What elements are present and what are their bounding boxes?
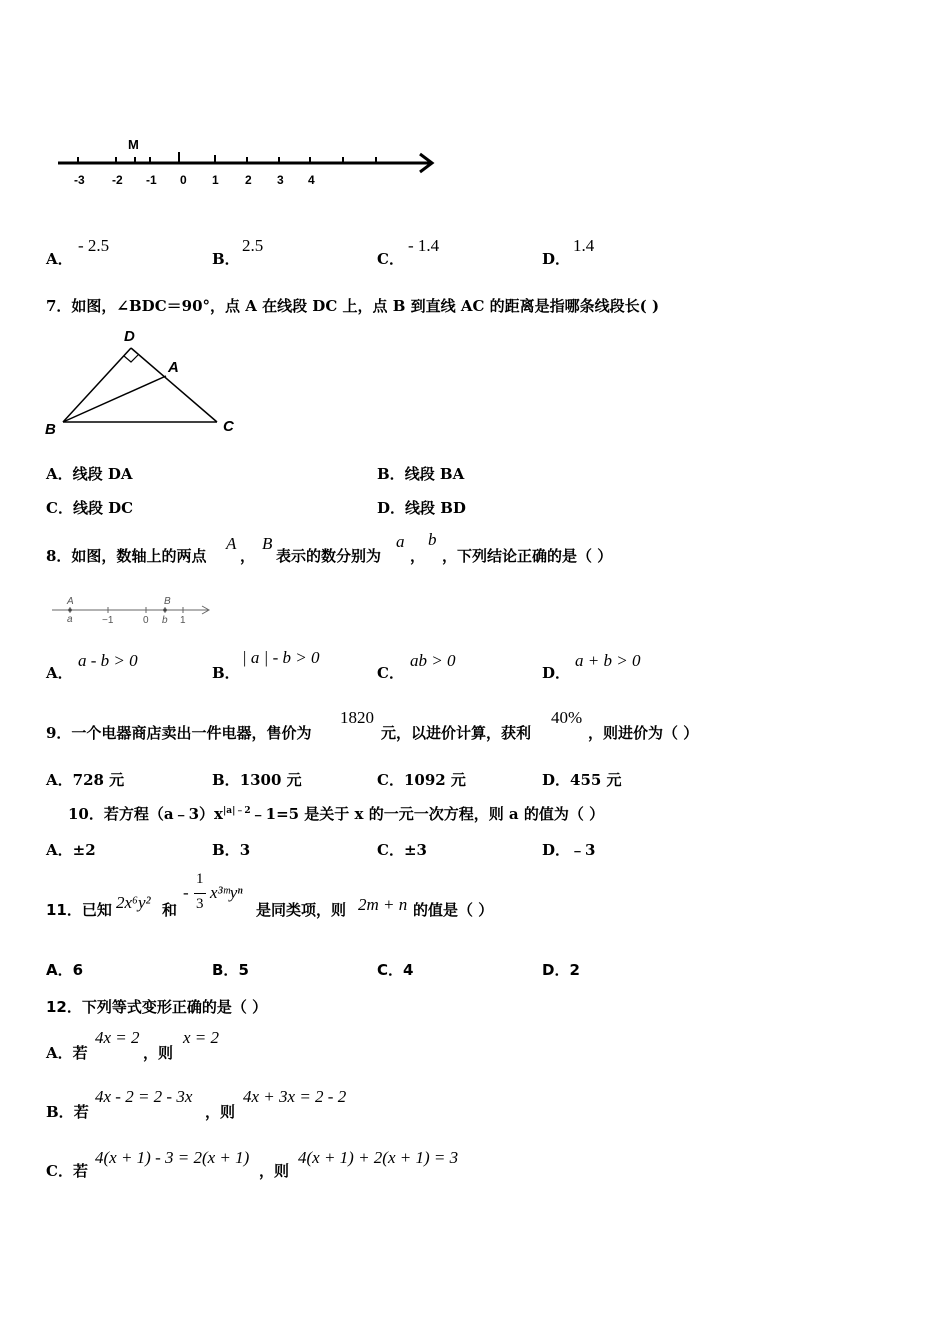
tick-label: 1 xyxy=(212,173,219,187)
q6-option-d[interactable]: D． xyxy=(542,250,571,268)
tick-label: 3 xyxy=(277,173,284,187)
tick-label: -3 xyxy=(74,173,85,187)
q6-number-line xyxy=(50,130,440,200)
q9-stem-part1: 9．一个电器商店卖出一件电器，售价为 xyxy=(46,724,312,742)
q8-number-line xyxy=(48,590,218,630)
q6-option-a-value: - 2.5 xyxy=(78,236,110,255)
q7-option-a[interactable]: A．线段 DA xyxy=(46,465,133,483)
q12-option-c[interactable]: C．若 xyxy=(46,1162,88,1180)
vertex-c-label: C xyxy=(223,418,234,435)
q6-option-b[interactable]: B． xyxy=(212,250,240,268)
tick-label: 0 xyxy=(180,173,187,187)
q8-option-d[interactable]: D． xyxy=(542,664,571,682)
q11-fraction-bar xyxy=(194,893,206,894)
q9-stem-part3: ，则进价为（ ） xyxy=(588,724,699,742)
tick-label: -1 xyxy=(146,173,157,187)
q10-option-d[interactable]: D．﹣3 xyxy=(542,841,596,859)
nl-label-A: A xyxy=(67,596,74,607)
q8-sep1: ， xyxy=(240,547,256,565)
q9-option-b[interactable]: B．1300 元 xyxy=(212,771,302,789)
q12-option-a-then: ，则 xyxy=(143,1044,174,1062)
q9-profit: 40% xyxy=(551,708,583,727)
q12-option-b[interactable]: B．若 xyxy=(46,1103,89,1121)
tick-label: 4 xyxy=(308,173,315,187)
nl-tick-label: 0 xyxy=(143,615,149,626)
q11-stem-part3: 是同类项，则 xyxy=(256,901,347,919)
q7-option-d[interactable]: D．线段 BD xyxy=(377,499,466,517)
q11-stem-part4: 的值是（ ） xyxy=(413,901,494,919)
q9-stem-part2: 元，以进价计算，获利 xyxy=(381,724,532,742)
q12-option-b-then: ，则 xyxy=(205,1103,236,1121)
q11-stem-part1: 11．已知 xyxy=(46,901,112,919)
q7-triangle-figure xyxy=(40,325,250,440)
vertex-d-label: D xyxy=(124,328,135,345)
q8-option-a-value: a - b > 0 xyxy=(78,651,138,670)
q8-point-b: B xyxy=(262,534,273,553)
q6-option-c-value: - 1.4 xyxy=(408,236,440,255)
point-m-label: M xyxy=(128,137,139,152)
q10-exponent: |a|﹣2 xyxy=(222,806,251,816)
q12-option-c-then: ，则 xyxy=(259,1162,290,1180)
q7-stem: 7．如图，∠BDC＝90°，点 A 在线段 DC 上，点 B 到直线 AC 的距离是指哪条线段长( ) xyxy=(46,297,660,315)
q12-option-c-condition: 4(x + 1) - 3 = 2(x + 1) xyxy=(95,1148,250,1167)
q11-term2-rest: x³ᵐyⁿ xyxy=(210,883,243,902)
q9-price: 1820 xyxy=(340,708,374,727)
q10-option-c[interactable]: C．±3 xyxy=(377,841,427,859)
vertex-b-label: B xyxy=(45,421,56,438)
q8-stem-part3: ，下列结论正确的是（ ） xyxy=(442,547,613,565)
q8-var-b: b xyxy=(428,530,437,549)
q7-option-b[interactable]: B．线段 BA xyxy=(377,465,465,483)
q8-option-c-value: ab > 0 xyxy=(410,651,456,670)
q8-option-a[interactable]: A． xyxy=(46,664,73,682)
q12-option-a-result: x = 2 xyxy=(183,1028,220,1047)
q12-stem: 12．下列等式变形正确的是（ ） xyxy=(46,998,268,1016)
q8-point-a: A xyxy=(226,534,237,553)
nl-tick-label: 1 xyxy=(180,615,186,626)
q11-stem-part2: 和 xyxy=(162,901,178,919)
tick-label: 2 xyxy=(245,173,252,187)
q6-option-c[interactable]: C． xyxy=(377,250,404,268)
q8-option-b[interactable]: B． xyxy=(212,664,240,682)
q11-term2-sign: - xyxy=(183,883,189,902)
q11-option-a[interactable]: A．6 xyxy=(46,961,84,979)
q11-term1: 2x⁶y² xyxy=(116,893,151,912)
q11-expression: 2m + n xyxy=(358,895,408,914)
q10-option-a[interactable]: A．±2 xyxy=(46,841,96,859)
q10-stem: 10．若方程$(a﹣3)x^{|a|﹣2}﹣1=5$ 是关于 x 的一元一次方程，则 a 的值为（ ） xyxy=(68,805,605,823)
q8-var-a: a xyxy=(396,532,405,551)
q12-option-b-condition: 4x - 2 = 2 - 3x xyxy=(95,1087,193,1106)
q11-term2-denominator: 3 xyxy=(196,896,204,912)
q9-option-d[interactable]: D．455 元 xyxy=(542,771,622,789)
q6-option-a[interactable]: A． xyxy=(46,250,73,268)
q7-option-c[interactable]: C．线段 DC xyxy=(46,499,134,517)
q8-stem-part2: 表示的数分别为 xyxy=(276,547,382,565)
vertex-a-label: A xyxy=(168,359,179,376)
q10-option-b[interactable]: B．3 xyxy=(212,841,251,859)
nl-tick-label: −1 xyxy=(102,615,114,626)
q12-option-a-condition: 4x = 2 xyxy=(95,1028,140,1047)
nl-tick-label: a xyxy=(67,614,73,625)
q11-term2-numerator: 1 xyxy=(196,871,204,887)
q8-option-c[interactable]: C． xyxy=(377,664,404,682)
q11-option-c[interactable]: C．4 xyxy=(377,961,414,979)
q11-option-b[interactable]: B．5 xyxy=(212,961,249,979)
q11-option-d[interactable]: D．2 xyxy=(542,961,580,979)
nl-label-B: B xyxy=(164,596,171,607)
q12-option-a[interactable]: A．若 xyxy=(46,1044,88,1062)
q12-option-b-result: 4x + 3x = 2 - 2 xyxy=(243,1087,347,1106)
q6-option-d-value: 1.4 xyxy=(573,236,595,255)
q8-sep2: ， xyxy=(410,547,426,565)
q6-option-b-value: 2.5 xyxy=(242,236,264,255)
q12-option-c-result: 4(x + 1) + 2(x + 1) = 3 xyxy=(298,1148,459,1167)
tick-label: -2 xyxy=(112,173,123,187)
q8-stem-part1: 8．如图，数轴上的两点 xyxy=(46,547,207,565)
q9-option-c[interactable]: C．1092 元 xyxy=(377,771,466,789)
q8-option-b-value: | a | - b > 0 xyxy=(242,648,320,667)
q8-option-d-value: a + b > 0 xyxy=(575,651,641,670)
nl-tick-label: b xyxy=(162,615,168,626)
q9-option-a[interactable]: A．728 元 xyxy=(46,771,125,789)
